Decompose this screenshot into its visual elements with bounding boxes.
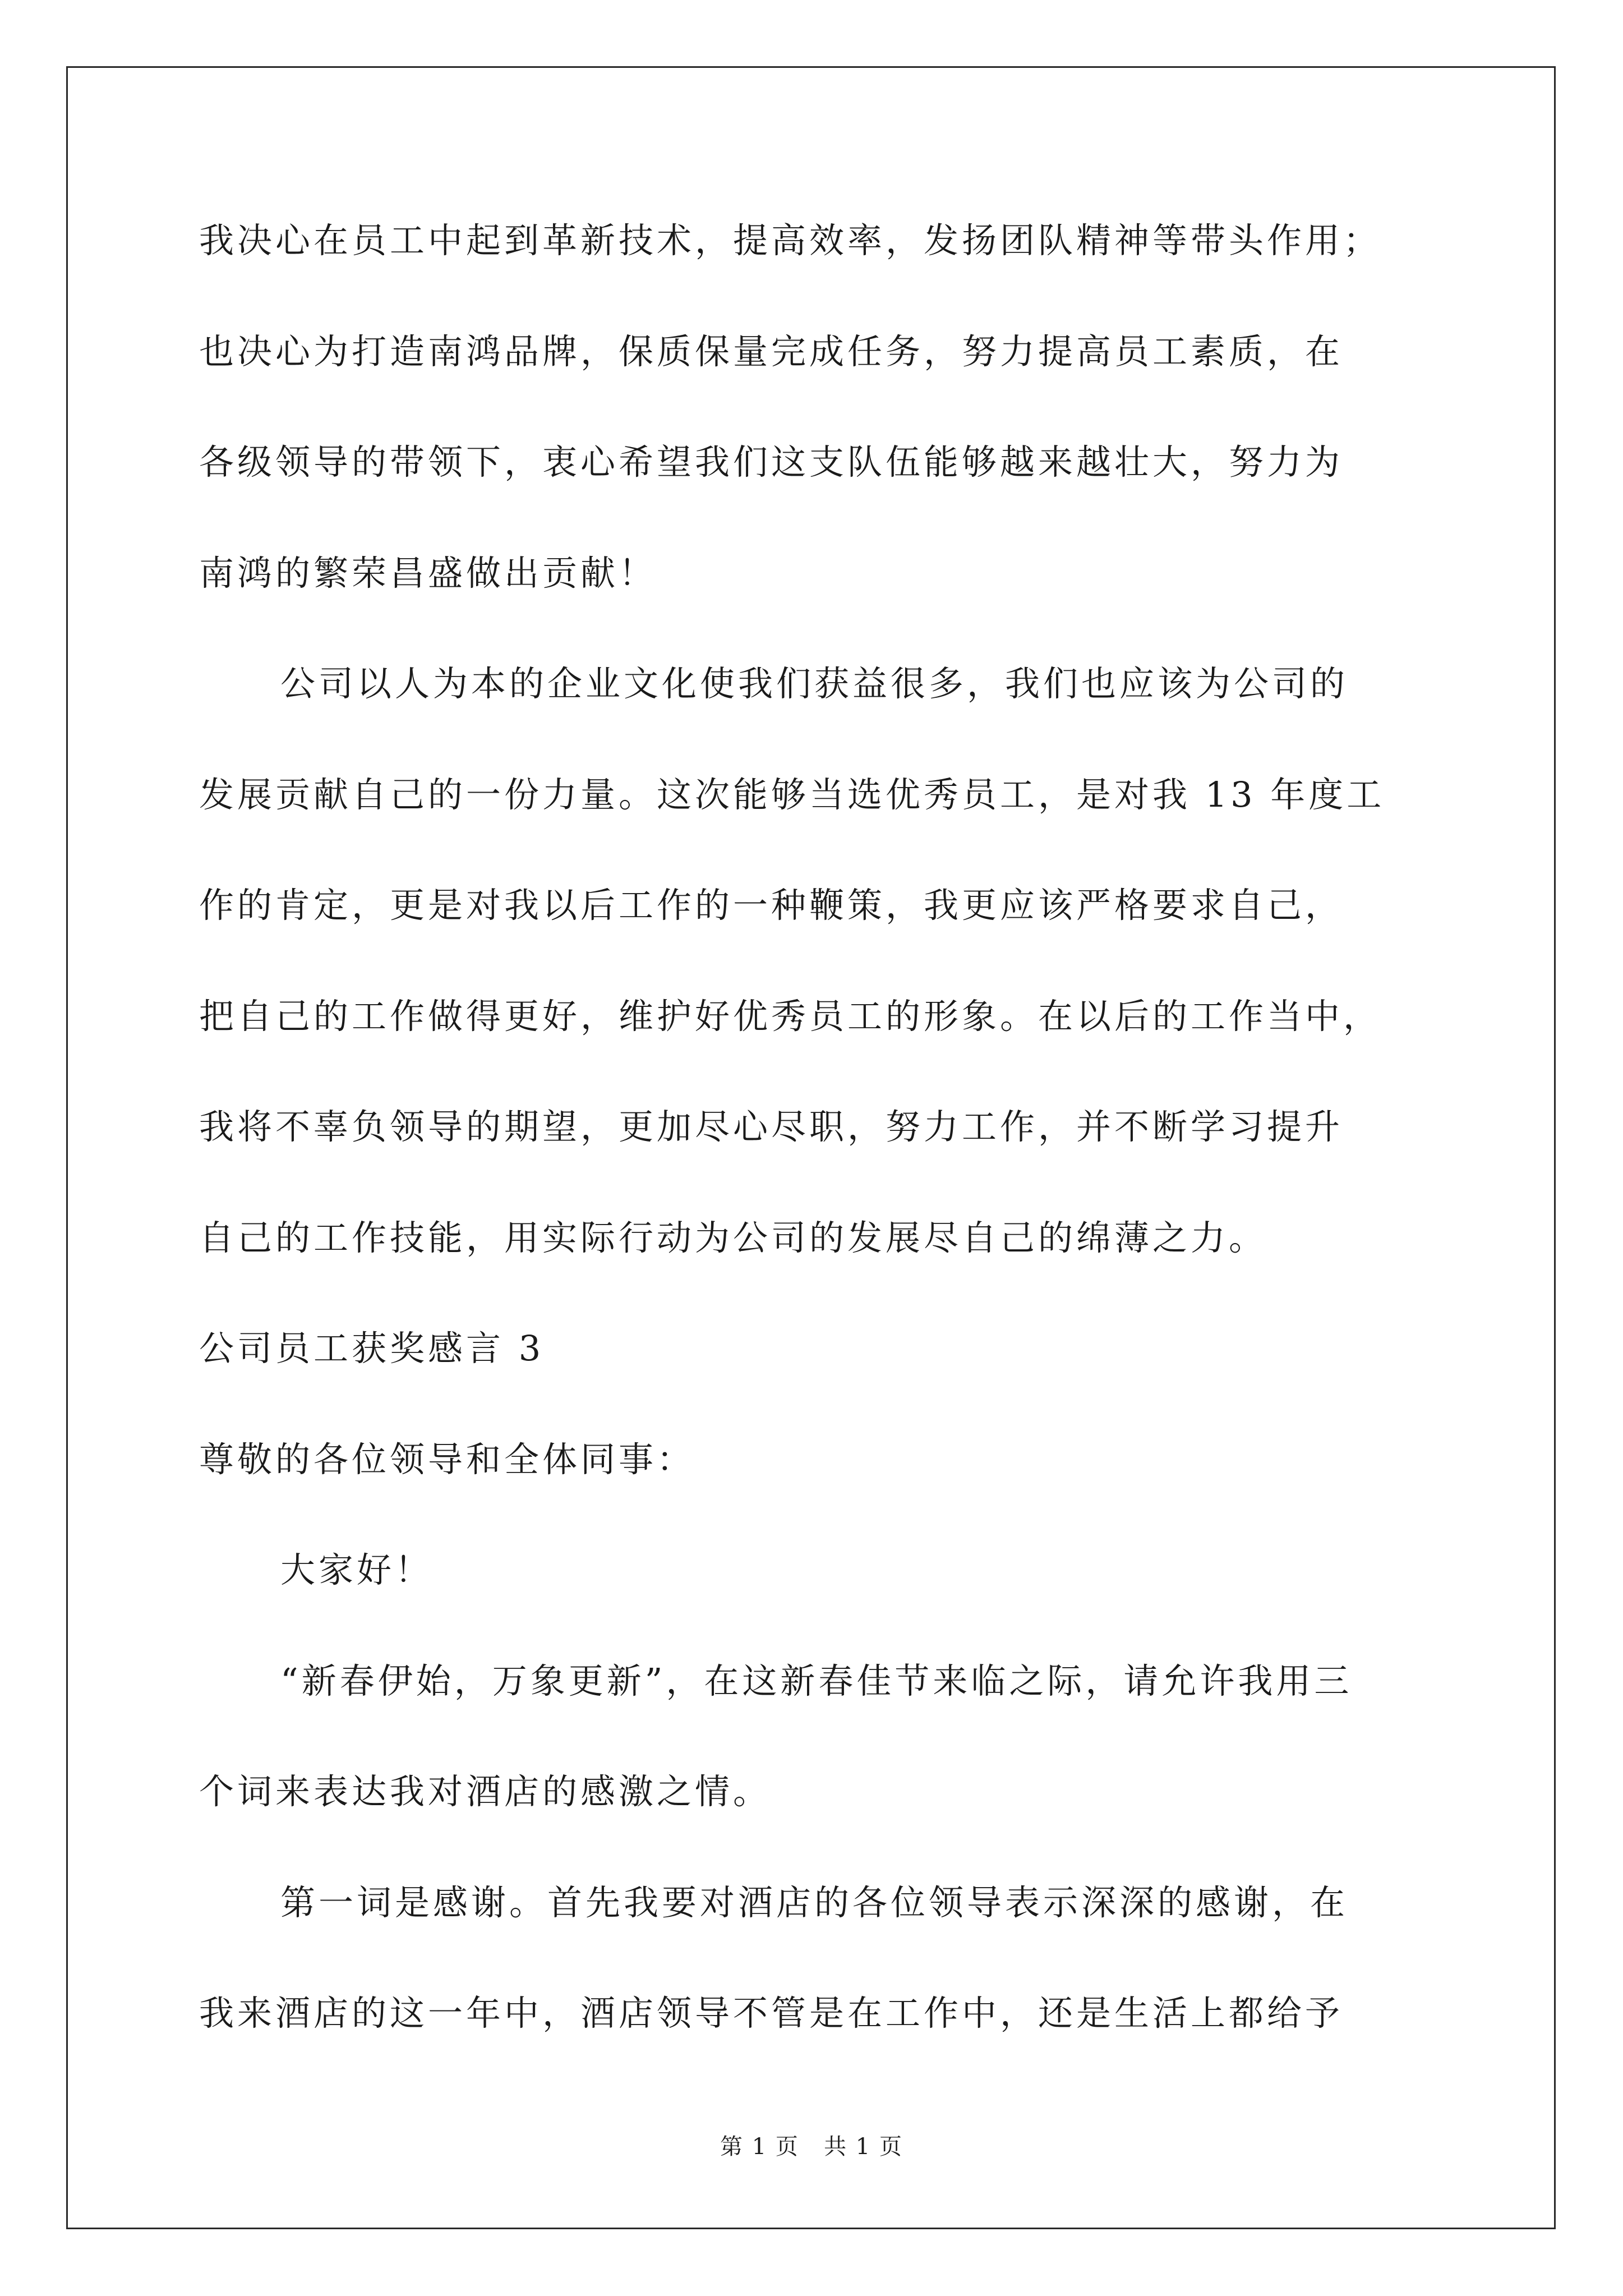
section-heading: 公司员工获奖感言 3 xyxy=(199,1328,545,1369)
text-line: 作的肯定，更是对我以后工作的一种鞭策，我更应该严格要求自己， xyxy=(199,885,1344,926)
text-line: 也决心为打造南鸿品牌，保质保量完成任务，努力提高员工素质，在 xyxy=(199,330,1344,372)
text-line: 我来酒店的这一年中，酒店领导不管是在工作中，还是生活上都给予 xyxy=(199,1993,1344,2033)
text-line: “新春伊始，万象更新”，在这新春佳节来临之际，请允许我用三 xyxy=(280,1660,1353,1701)
page-footer: 第 1 页 共 1 页 xyxy=(720,2134,903,2160)
text-line: 南鸿的繁荣昌盛做出贡献！ xyxy=(199,552,657,593)
salutation: 尊敬的各位领导和全体同事： xyxy=(199,1438,695,1480)
text-line: 把自己的工作做得更好，维护好优秀员工的形象。在以后的工作当中， xyxy=(199,995,1382,1037)
text-line: 自己的工作技能，用实际行动为公司的发展尽自己的绵薄之力。 xyxy=(199,1217,1267,1258)
text-line: 公司以人为本的企业文化使我们获益很多，我们也应该为公司的 xyxy=(280,663,1349,704)
document-body xyxy=(199,185,1430,2069)
text-line: 个词来表达我对酒店的感激之情。 xyxy=(199,1771,772,1812)
text-line: 发展贡献自己的一份力量。这次能够当选优秀员工，是对我 13 年度工 xyxy=(199,774,1385,815)
text-line: 我将不辜负领导的期望，更加尽心尽职，努力工作，并不断学习提升 xyxy=(199,1106,1344,1147)
text-line: 我决心在员工中起到革新技术，提高效率，发扬团队精神等带头作用； xyxy=(199,220,1382,261)
greeting: 大家好！ xyxy=(280,1549,434,1590)
text-line: 第一词是感谢。首先我要对酒店的各位领导表示深深的感谢，在 xyxy=(280,1881,1349,1923)
text-line: 各级领导的带领下，衷心希望我们这支队伍能够越来越壮大，努力为 xyxy=(199,441,1344,482)
